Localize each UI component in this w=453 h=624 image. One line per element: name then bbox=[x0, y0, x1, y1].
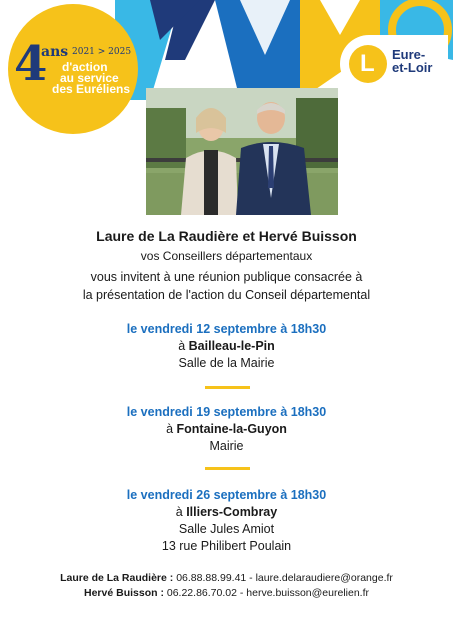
eure-et-loir-logo bbox=[340, 35, 448, 93]
logo-mark-icon: L bbox=[349, 45, 387, 83]
meeting-1-date: le vendredi 12 septembre à 18h30 bbox=[126, 322, 327, 336]
invite-line-1: vous invitent à une réunion publique consacrée à bbox=[90, 270, 363, 284]
invite-line-2: la présentation de l'action du Conseil départemental bbox=[82, 288, 371, 302]
meeting-2-date: le vendredi 19 septembre à 18h30 bbox=[126, 405, 327, 419]
meeting-2-place: Mairie bbox=[209, 439, 244, 453]
separator-1 bbox=[205, 386, 250, 389]
meeting-3-date: le vendredi 26 septembre à 18h30 bbox=[126, 488, 327, 502]
meeting-1-town: à Bailleau-le-Pin bbox=[178, 339, 275, 353]
badge-number: 4 bbox=[14, 36, 48, 92]
badge-unit: ans bbox=[41, 44, 69, 60]
badge-line-1: d'action bbox=[62, 60, 108, 74]
photo-councillors bbox=[146, 88, 338, 215]
contact-herve: Hervé Buisson : 06.22.86.70.02 - herve.buisson@eurelien.fr bbox=[84, 587, 369, 599]
meeting-3-place: Salle Jules Amiot bbox=[178, 522, 275, 536]
councillor-role: vos Conseillers départementaux bbox=[140, 249, 313, 263]
logo-text: Eure- et-Loir bbox=[392, 47, 433, 75]
meeting-3-address: 13 rue Philibert Poulain bbox=[161, 539, 292, 553]
badge-line-3: des Euréliens bbox=[52, 82, 131, 96]
meeting-2-town: à Fontaine-la-Guyon bbox=[166, 422, 287, 436]
separator-2 bbox=[205, 467, 250, 470]
badge-years: 2021 > 2025 bbox=[72, 47, 132, 57]
councillor-names: Laure de La Raudière et Hervé Buisson bbox=[96, 228, 357, 244]
anniversary-badge bbox=[8, 4, 138, 134]
contact-laure: Laure de La Raudière : 06.88.88.99.41 - laure.delaraudiere@orange.fr bbox=[60, 572, 393, 584]
badge-line-2: au service bbox=[60, 71, 119, 85]
meeting-1-place: Salle de la Mairie bbox=[178, 356, 275, 370]
meeting-3-town: à Illiers-Combray bbox=[175, 505, 278, 519]
